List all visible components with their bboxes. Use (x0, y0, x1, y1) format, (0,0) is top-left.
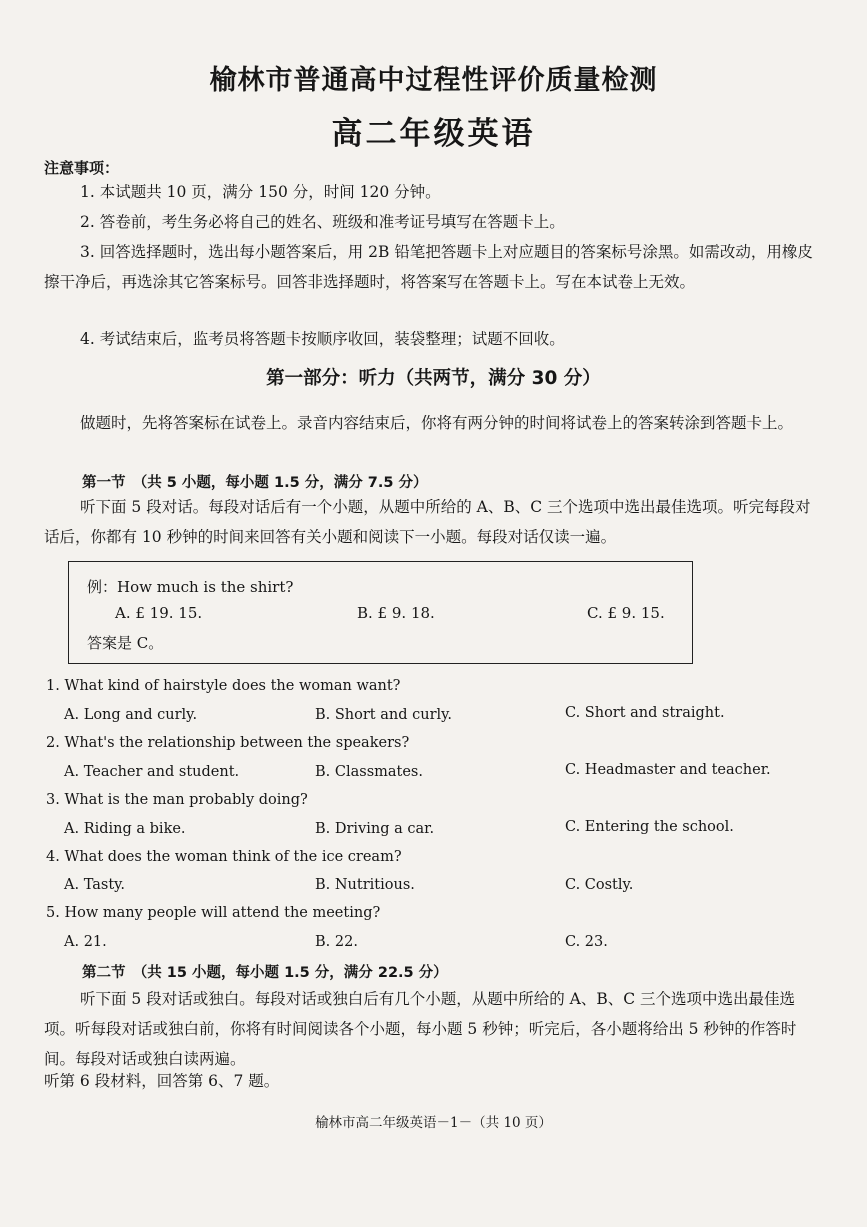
exam-subtitle: 高二年级英语 (331, 116, 536, 152)
question-2: 2. What's the relationship between the speakers? (46, 735, 410, 751)
example-option-b: B. £ 9. 18. (357, 604, 435, 622)
notice-item-1: 1. 本试题共 10 页，满分 150 分，时间 120 分钟。 (80, 183, 441, 201)
notice-item-3: 3. 回答选择题时，选出每小题答案后，用 2B 铅笔把答题卡上对应题目的答案标号涂黑。如需改动，用橡皮擦干净后，再选涂其它答案标号。回答非选择题时，将答案写在答题卡上。写在本试卷上无效。 (44, 243, 813, 291)
q4-option-a: A. Tasty. (64, 877, 126, 893)
question-5: 5. How many people will attend the meeting? (46, 905, 381, 921)
part1-heading: 第一部分：听力（共两节，满分 30 分） (266, 368, 601, 389)
section2-heading: 第二节 （共 15 小题，每小题 1.5 分，满分 22.5 分） (82, 965, 448, 981)
q1-option-a: A. Long and curly. (64, 707, 198, 723)
example-box (68, 561, 693, 664)
section2-lead: 听第 6 段材料，回答第 6、7 题。 (44, 1072, 280, 1090)
example-option-a: A. £ 19. 15. (115, 604, 203, 622)
q4-option-c: C. Costly. (565, 877, 634, 893)
q5-option-a: A. 21. (64, 934, 107, 950)
q2-option-b: B. Classmates. (315, 764, 423, 780)
q2-option-a: A. Teacher and student. (64, 764, 240, 780)
notice-heading: 注意事项： (44, 159, 120, 177)
section1-instructions: 听下面 5 段对话。每段对话后有一个小题，从题中所给的 A、B、C 三个选项中选出最佳选项。听完每段对话后，你都有 10 秒钟的时间来回答有关小题和阅读下一小题。每段对话仅读一遍。 (44, 498, 811, 546)
example-question: 例：How much is the shirt? (87, 578, 294, 596)
exam-title: 榆林市普通高中过程性评价质量检测 (209, 65, 658, 96)
q1-option-c: C. Short and straight. (565, 705, 725, 721)
q3-option-b: B. Driving a car. (315, 821, 435, 837)
page-footer: 榆林市高二年级英语－1－（共 10 页） (315, 1115, 552, 1131)
q1-option-b: B. Short and curly. (315, 707, 453, 723)
q3-option-c: C. Entering the school. (565, 819, 734, 835)
q4-option-b: B. Nutritious. (315, 877, 415, 893)
example-answer: 答案是 C。 (87, 634, 164, 652)
notice-item-4: 4. 考试结束后，监考员将答题卡按顺序收回，装袋整理；试题不回收。 (80, 330, 565, 348)
q5-option-b: B. 22. (315, 934, 358, 950)
section1-heading: 第一节 （共 5 小题，每小题 1.5 分，满分 7.5 分） (82, 475, 428, 491)
section2-instructions: 听下面 5 段对话或独白。每段对话或独白后有几个小题，从题中所给的 A、B、C 三个选项中选出最佳选项。听每段对话或独白前，你将有时间阅读各个小题，每小题 5 秒钟；听完后，各小题将给出 5 秒钟的作答时间。每段对话或独白读两遍。 (44, 990, 797, 1068)
q3-option-a: A. Riding a bike. (64, 821, 186, 837)
part1-intro: 做题时，先将答案标在试卷上。录音内容结束后，你将有两分钟的时间将试卷上的答案转涂到答题卡上。 (80, 414, 794, 432)
example-option-c: C. £ 9. 15. (587, 604, 665, 622)
question-3: 3. What is the man probably doing? (46, 792, 308, 808)
notice-item-2: 2. 答卷前，考生务必将自己的姓名、班级和准考证号填写在答题卡上。 (80, 213, 565, 231)
question-1: 1. What kind of hairstyle does the woman want? (46, 678, 401, 694)
q2-option-c: C. Headmaster and teacher. (565, 762, 771, 778)
q5-option-c: C. 23. (565, 934, 608, 950)
question-4: 4. What does the woman think of the ice cream? (46, 849, 402, 865)
